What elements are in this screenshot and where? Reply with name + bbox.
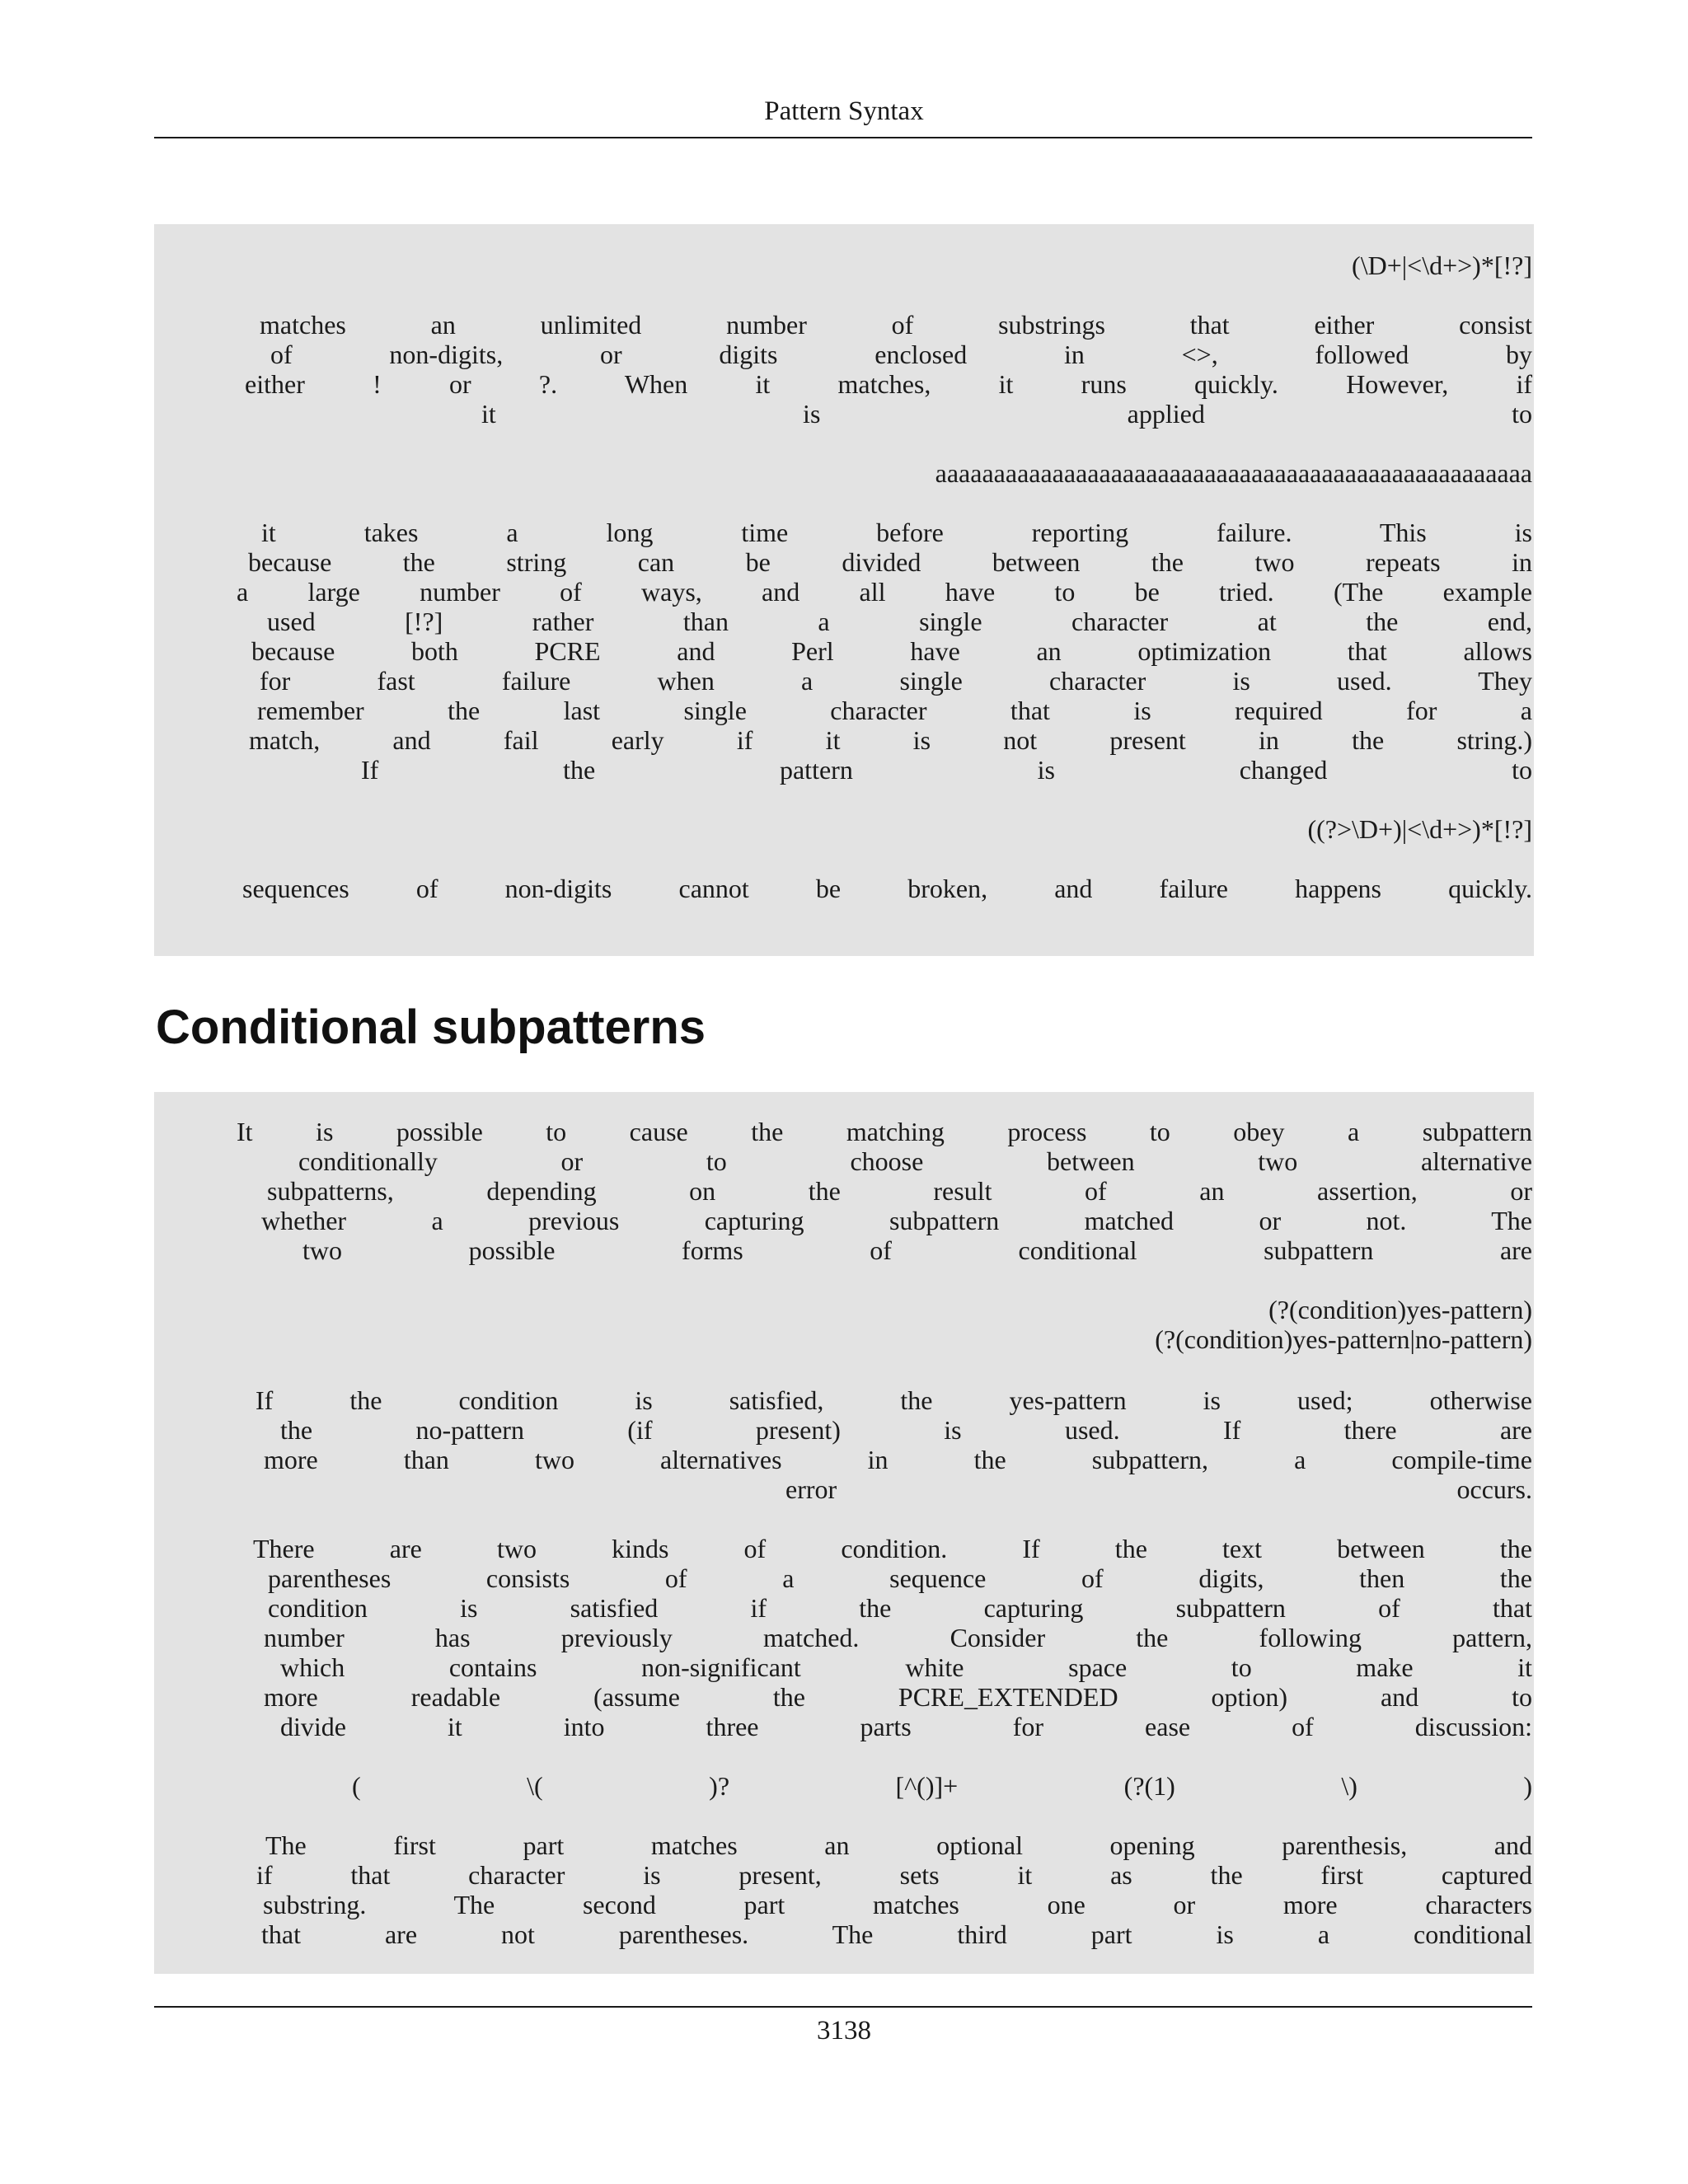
text-line: parentheses consists of a sequence of digits, then the	[268, 1563, 1532, 1593]
text-line: used [!?] rather than a single character at the end,	[267, 607, 1532, 636]
code-line: aaaaaaaaaaaaaaaaaaaaaaaaaaaaaaaaaaaaaaaaaaaaaaaaaaa	[935, 458, 1532, 488]
code-line: (?(condition)yes-pattern)	[1268, 1295, 1532, 1324]
text-line: of non-digits, or digits enclosed in <>, followed by	[270, 340, 1532, 369]
text-line: error occurs.	[785, 1474, 1532, 1504]
section-heading: Conditional subpatterns	[156, 1001, 706, 1054]
text-line: substring. The second part matches one or more characters	[263, 1890, 1532, 1919]
text-line: because both PCRE and Perl have an optimization that allows	[251, 636, 1532, 666]
code-line: ( \( )? [^()]+ (?(1) \) )	[352, 1771, 1532, 1801]
text-line: the no-pattern (if present) is used. If there are	[280, 1415, 1532, 1445]
text-line: it is applied to	[481, 399, 1532, 429]
text-line: whether a previous capturing subpattern matched or not. The	[261, 1206, 1532, 1235]
text-line: divide it into three parts for ease of discussion:	[280, 1712, 1532, 1741]
conditional-subpatterns-block	[154, 1092, 1534, 1974]
example-block-atomic-grouping	[154, 224, 1534, 956]
text-line: The first part matches an optional opening parenthesis, and	[265, 1830, 1532, 1860]
running-header: Pattern Syntax	[764, 96, 924, 126]
text-line: that are not parentheses. The third part is a conditional	[261, 1919, 1532, 1949]
text-line: If the condition is satisfied, the yes-pattern is used; otherwise	[256, 1385, 1532, 1415]
text-line: matches an unlimited number of substrings that either consist	[260, 310, 1532, 340]
text-line: number has previously matched. Consider the following pattern,	[264, 1623, 1532, 1652]
text-line: It is possible to cause the matching process to obey a subpattern	[237, 1117, 1532, 1146]
text-line: subpatterns, depending on the result of an assertion, or	[267, 1176, 1532, 1206]
text-line: If the pattern is changed to	[361, 755, 1532, 785]
text-line: more than two alternatives in the subpattern, a compile-time	[264, 1445, 1532, 1474]
text-line: two possible forms of conditional subpattern are	[302, 1235, 1532, 1265]
code-line: ((?>\D+)|<\d+>)*[!?]	[1307, 814, 1532, 844]
text-line: which contains non-significant white space to make it	[280, 1652, 1532, 1682]
text-line: remember the last single character that is required for a	[257, 696, 1532, 725]
page-number: 3138	[817, 2016, 871, 2046]
text-line: because the string can be divided between the two repeats in	[248, 547, 1532, 577]
text-line: for fast failure when a single character is used. They	[260, 666, 1532, 696]
text-line: sequences of non-digits cannot be broken, and failure happens quickly.	[242, 874, 1532, 903]
text-line: condition is satisfied if the capturing subpattern of that	[268, 1593, 1532, 1623]
text-line: a large number of ways, and all have to be tried. (The example	[237, 577, 1532, 607]
footer-rule	[154, 2006, 1532, 2008]
text-line: conditionally or to choose between two alternative	[298, 1146, 1532, 1176]
text-line: if that character is present, sets it as the first captured	[256, 1860, 1532, 1890]
text-line: it takes a long time before reporting failure. This is	[261, 518, 1532, 547]
code-line: (?(condition)yes-pattern|no-pattern)	[1155, 1324, 1532, 1354]
text-line: match, and fail early if it is not present in the string.)	[249, 725, 1532, 755]
text-line: There are two kinds of condition. If the text between the	[253, 1534, 1532, 1563]
text-line: more readable (assume the PCRE_EXTENDED option) and to	[264, 1682, 1532, 1712]
header-rule	[154, 137, 1532, 138]
code-line: (\D+|<\d+>)*[!?]	[1352, 251, 1532, 280]
text-line: either ! or ?. When it matches, it runs quickly. However, if	[245, 369, 1532, 399]
